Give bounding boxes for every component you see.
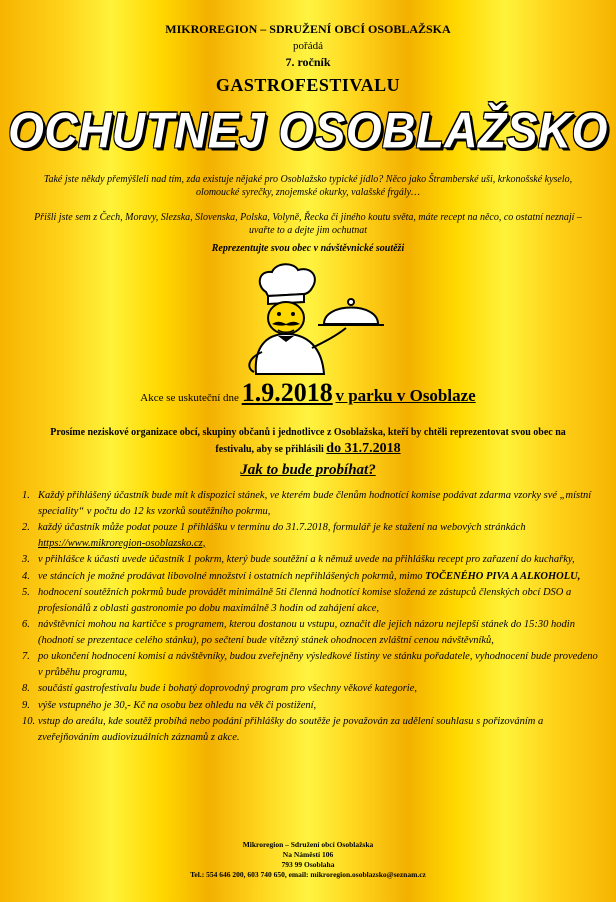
contact-footer [0,840,616,880]
rule-text: výše vstupného je 30,- Kč na osobu bez ohledu na věk či postižení, [38,699,317,711]
footer-contacts: Tel.: 554 646 200, 603 740 650, email: mikroregion.osoblazsko@seznam.cz [190,870,426,879]
intro-paragraph-1: Také jste někdy přemýšleli nad tím, zda existuje nějaké pro Osoblažsko typické jídlo? Něco jako Štramberské uši, krkonošské kyselo, olomoucké syrečky, znojemské okurky, valašské frgály… [43,174,573,198]
rule-item [22,698,604,714]
rule-number: 6. [22,619,30,630]
rule-text: Každý přihlášený účastník bude mít k dispozici stánek, ve kterém bude členům hodnotící komise podávat zdarma vzorky své „místní speciality“ v počtu do 12 ks vzorků soutěžního pokrmu, [38,490,592,517]
rule-text: součástí gastrofestivalu bude i bohatý doprovodný program pro všechny věkové kategorie, [38,683,417,694]
rule-item [22,714,604,745]
website-link[interactable]: https://www.mikroregion-osoblazsko.cz, [38,537,206,549]
rule-text: ve stáncích je možné prodávat libovolné množství i ostatních nepřihlášených pokrmů, mimo [38,570,423,582]
event-prefix: Akce se uskuteční dne [140,392,239,404]
rule-text: v přihlášce k účasti uvede účastník 1 pokrm, který bude soutěžní a k němuž uvede na přihlášku recept pro zařazení do kuchařky, [38,554,575,565]
registration-deadline: do 31.7.2018 [326,441,401,456]
presents-text: pořádá [293,40,323,52]
rule-number: 5. [22,587,30,598]
footer-city: 793 99 Osoblaha [281,860,335,869]
registration-info [30,425,586,458]
rules-list [22,488,604,746]
rule-number: 2. [22,522,30,533]
event-date: 1.9.2018 [241,378,333,407]
event-info [0,378,616,408]
rule-item [22,617,604,648]
rule-item [22,520,604,551]
rule-item [22,488,604,519]
rule-item [22,552,604,568]
rule-item [22,681,604,697]
rule-text: po ukončení hodnocení komisí a návštěvníky, budou zveřejněny výsledkové listiny ve stánku pořadatele, vyhodnocení bude provedeno v průběhu programu, [38,651,598,678]
chef-illustration [228,262,388,377]
event-place: v parku v Osoblaze [335,386,476,405]
rule-text: hodnocení soutěžních pokrmů bude provádět minimálně 5ti členná hodnotící komise složená ze zástupců členských obcí DSO a profesionálů z oblasti gastronomie po dobu maximálně 3 hodin od zahájení akce, [38,587,572,614]
rule-number: 7. [22,651,30,662]
footer-street: Na Náměstí 106 [282,850,334,859]
rule-number: 9. [22,699,30,711]
rule-text: vstup do areálu, kde soutěž probíhá nebo podání přihlášky do soutěže je považován za udělení souhlasu s pořizováním a zveřejňováním audiovizuálních záznamů z akce. [38,716,544,743]
registration-text: Prosíme neziskové organizace obcí, skupiny občanů i jednotlivce z Osoblažska, kteří by chtěli reprezentovat svou obec na festivalu, aby se přihlásili [50,427,566,455]
rule-text: každý účastník může podat pouze 1 přihlášku v termínu do 31.7.2018, formulář je ke stažení na webových stránkách [38,522,526,533]
edition-text: 7. ročník [285,55,331,69]
poster-title: OCHUTNEJ OSOBLAŽSKO [8,101,608,159]
rule-text: návštěvníci mohou na kartičce s programem, kterou dostanou u vstupu, označit dle jejich názoru nejlepší stánek do 15:30 hodin (hodnotí se prezentace celého stánku), po sečtení bude vítězný stánek ohodnocen zvláštní cenou návštěvníků, [38,619,575,646]
rule-number: 8. [22,683,30,694]
intro-paragraph-2: Přišli jste sem z Čech, Moravy, Slezska, Slovenska, Polska, Volyně, Řecka či jiného koutu světa, máte recept na něco, co ostatní neznají – uvařte to a dejte jim ochutnat [34,212,582,236]
rule-item [22,585,604,616]
festival-label: GASTROFESTIVALU [215,75,401,95]
rule-number: 3. [22,554,30,565]
rule-item [22,649,604,680]
rule-highlight: TOČENÉHO PIVA A ALKOHOLU, [425,570,581,582]
footer-org: Mikroregion – Sdružení obcí Osoblažska [242,840,374,849]
rule-number: 10. [22,716,36,727]
organizer-name: MIKROREGION – SDRUŽENÍ OBCÍ OSOBLAŽSKA [165,22,451,36]
rules-heading: Jak to bude probíhat? [240,462,376,478]
rule-item [22,569,604,585]
rule-number: 4. [22,570,30,582]
rule-number: 1. [22,490,30,501]
call-to-action: Reprezentujte svou obec v návštěvnické soutěži [211,243,405,254]
